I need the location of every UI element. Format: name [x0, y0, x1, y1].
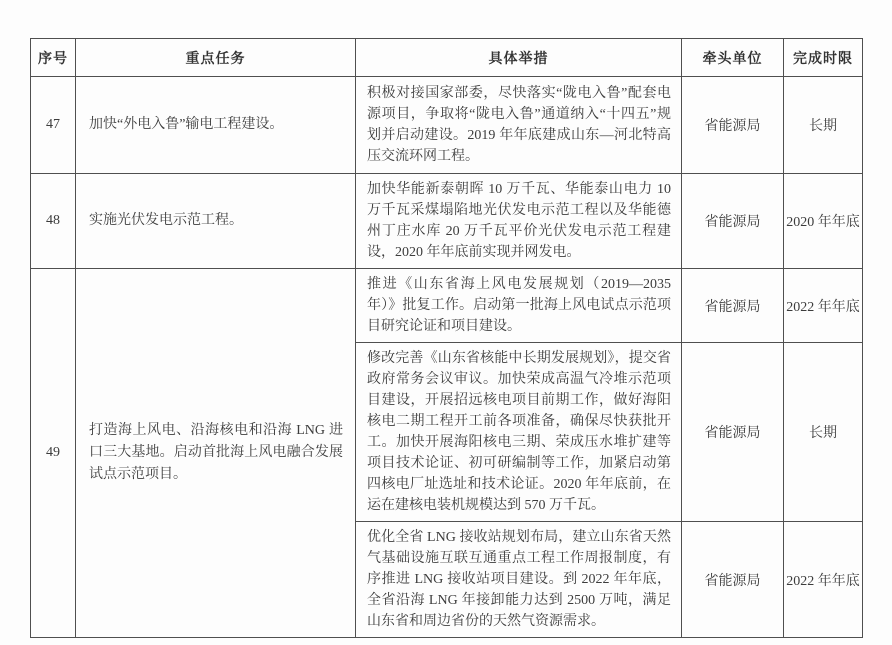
col-header-no: 序号 — [31, 39, 76, 77]
deadline: 长期 — [784, 343, 863, 522]
tasks-table — [30, 38, 863, 638]
deadline: 2020 年年底 — [784, 174, 863, 269]
table-row-48 — [31, 174, 863, 269]
header-row — [31, 39, 863, 77]
lead-unit: 省能源局 — [682, 174, 784, 269]
measure-text: 加快华能新泰朝晖 10 万千瓦、华能泰山电力 10 万千瓦采煤塌陷地光伏发电示范工程以及华能德州丁庄水库 20 万千瓦平价光伏发电示范工程建设，2020 年年底前实现并网发电。 — [356, 174, 682, 269]
table-row-49-sub1 — [31, 269, 863, 343]
table-row-47 — [31, 77, 863, 174]
key-task: 打造海上风电、沿海核电和沿海 LNG 进口三大基地。启动首批海上风电融合发展试点示范项目。 — [76, 269, 356, 638]
lead-unit: 省能源局 — [682, 269, 784, 343]
measure-text: 推进《山东省海上风电发展规划（2019—2035 年）》批复工作。启动第一批海上风电试点示范项目研究论证和项目建设。 — [356, 269, 682, 343]
serial-number: 48 — [31, 174, 76, 269]
col-header-deadline: 完成时限 — [784, 39, 863, 77]
key-task: 实施光伏发电示范工程。 — [76, 174, 356, 269]
deadline: 2022 年年底 — [784, 269, 863, 343]
measure-text: 优化全省 LNG 接收站规划布局，建立山东省天然气基础设施互联互通重点工程工作周报制度，有序推进 LNG 接收站项目建设。到 2022 年年底，全省沿海 LNG 年接卸能力达到 2500 万吨，满足山东省和周边省份的天然气资源需求。 — [356, 522, 682, 638]
col-header-unit: 牵头单位 — [682, 39, 784, 77]
serial-number: 47 — [31, 77, 76, 174]
deadline: 2022 年年底 — [784, 522, 863, 638]
key-task: 加快“外电入鲁”输电工程建设。 — [76, 77, 356, 174]
lead-unit: 省能源局 — [682, 77, 784, 174]
measure-text: 积极对接国家部委，尽快落实“陇电入鲁”配套电源项目，争取将“陇电入鲁”通道纳入“十四五”规划并启动建设。2019 年年底建成山东—河北特高压交流环网工程。 — [356, 77, 682, 174]
lead-unit: 省能源局 — [682, 522, 784, 638]
measure-text: 修改完善《山东省核能中长期发展规划》，提交省政府常务会议审议。加快荣成高温气冷堆示范项目建设，开展招远核电项目前期工作，做好海阳核电二期工程开工前各项准备，确保尽快获批开工。加快开展海阳核电三期、荣成压水堆扩建等项目技术论证、初可研编制等工作，加紧启动第四核电厂址选址和技术论证。2020 年年底前，在运在建核电装机规模达到 570 万千瓦。 — [356, 343, 682, 522]
deadline: 长期 — [784, 77, 863, 174]
col-header-measure: 具体举措 — [356, 39, 682, 77]
col-header-task: 重点任务 — [76, 39, 356, 77]
lead-unit: 省能源局 — [682, 343, 784, 522]
serial-number: 49 — [31, 269, 76, 638]
